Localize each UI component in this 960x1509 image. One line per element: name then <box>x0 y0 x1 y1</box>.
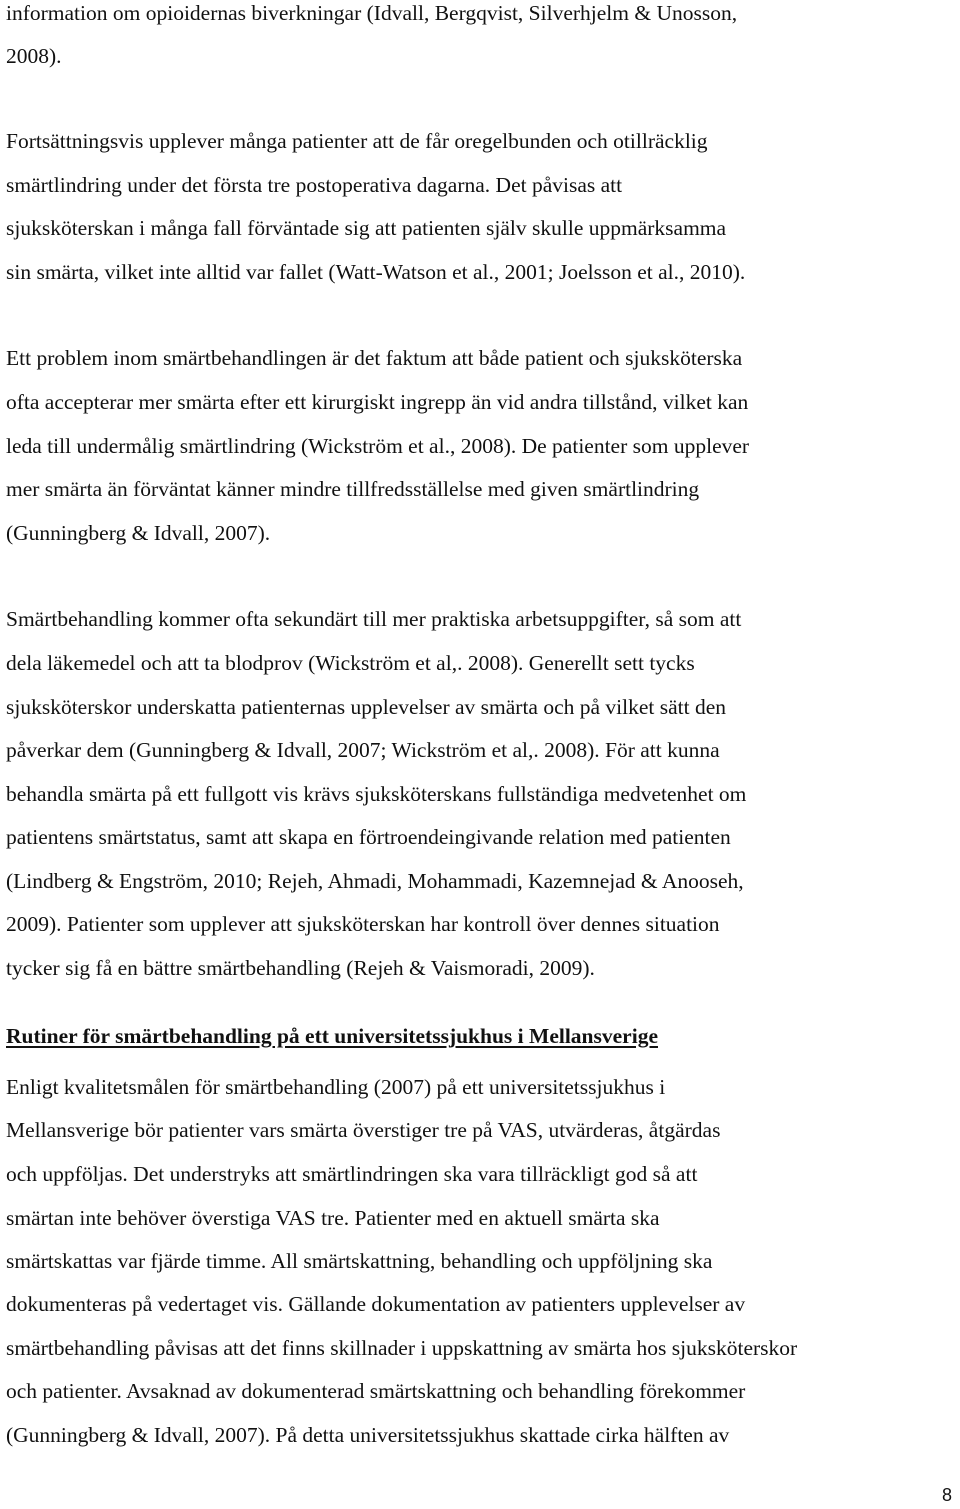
text-line: patientens smärtstatus, samt att skapa en förtroendeingivande relation med patienten <box>6 825 731 849</box>
text-line: Ett problem inom smärtbehandlingen är det faktum att både patient och sjuksköterska <box>6 346 743 370</box>
text-line: ofta accepterar mer smärta efter ett kirurgiskt ingrepp än vid andra tillstånd, vilket kan <box>6 390 749 414</box>
text-line: smärtbehandling påvisas att det finns skillnader i uppskattning av smärta hos sjuksköterskor <box>6 1336 798 1360</box>
page-number: 8 <box>941 1485 952 1505</box>
text-line: Smärtbehandling kommer ofta sekundärt till mer praktiska arbetsuppgifter, så som att <box>6 607 742 631</box>
text-line: dokumenteras på vedertaget vis. Gällande dokumentation av patienters upplevelser av <box>6 1292 746 1316</box>
text-line: smärtlindring under det första tre postoperativa dagarna. Det påvisas att <box>6 173 623 197</box>
text-line: smärtan inte behöver överstiga VAS tre. Patienter med en aktuell smärta ska <box>6 1206 660 1230</box>
text-line: sin smärta, vilket inte alltid var fallet (Watt-Watson et al., 2001; Joelsson et al., 2010). <box>6 260 746 284</box>
text-line: påverkar dem (Gunningberg & Idvall, 2007; Wickström et al,. 2008). För att kunna <box>6 738 720 762</box>
text-line: dela läkemedel och att ta blodprov (Wickström et al,. 2008). Generellt sett tycks <box>6 651 695 675</box>
text-line: mer smärta än förväntat känner mindre tillfredsställelse med given smärtlindring <box>6 477 700 501</box>
text-line: (Gunningberg & Idvall, 2007). <box>6 521 271 545</box>
text-line: information om opioidernas biverkningar (Idvall, Bergqvist, Silverhjelm & Unosson, <box>6 1 738 25</box>
text-line: 2009). Patienter som upplever att sjuksköterskan har kontroll över dennes situation <box>6 912 720 936</box>
text-line: och uppföljas. Det understryks att smärtlindringen ska vara tillräckligt god så att <box>6 1162 698 1186</box>
text-line: Fortsättningsvis upplever många patienter att de får oregelbunden och otillräcklig <box>6 129 708 153</box>
text-line: tycker sig få en bättre smärtbehandling (Rejeh & Vaismoradi, 2009). <box>6 956 595 980</box>
text-line: behandla smärta på ett fullgott vis krävs sjuksköterskans fullständiga medvetenhet om <box>6 782 747 806</box>
text-line: smärtskattas var fjärde timme. All smärtskattning, behandling och uppföljning ska <box>6 1249 713 1273</box>
section-heading: Rutiner för smärtbehandling på ett universitetssjukhus i Mellansverige <box>6 1024 658 1048</box>
text-line: leda till undermålig smärtlindring (Wickström et al., 2008). De patienter som upplever <box>6 434 750 458</box>
text-line: (Lindberg & Engström, 2010; Rejeh, Ahmadi, Mohammadi, Kazemnejad & Anooseh, <box>6 869 744 893</box>
text-line: (Gunningberg & Idvall, 2007). På detta universitetssjukhus skattade cirka hälften av <box>6 1423 730 1447</box>
text-line: sjuksköterskor underskatta patienternas upplevelser av smärta och på vilket sätt den <box>6 695 727 719</box>
text-line: och patienter. Avsaknad av dokumenterad smärtskattning och behandling förekommer <box>6 1379 746 1403</box>
text-line: Enligt kvalitetsmålen för smärtbehandling (2007) på ett universitetssjukhus i <box>6 1075 666 1099</box>
text-line: Mellansverige bör patienter vars smärta överstiger tre på VAS, utvärderas, åtgärdas <box>6 1118 721 1142</box>
text-line: 2008). <box>6 44 62 68</box>
text-line: sjuksköterskan i många fall förväntade sig att patienten själv skulle uppmärksamma <box>6 216 727 240</box>
